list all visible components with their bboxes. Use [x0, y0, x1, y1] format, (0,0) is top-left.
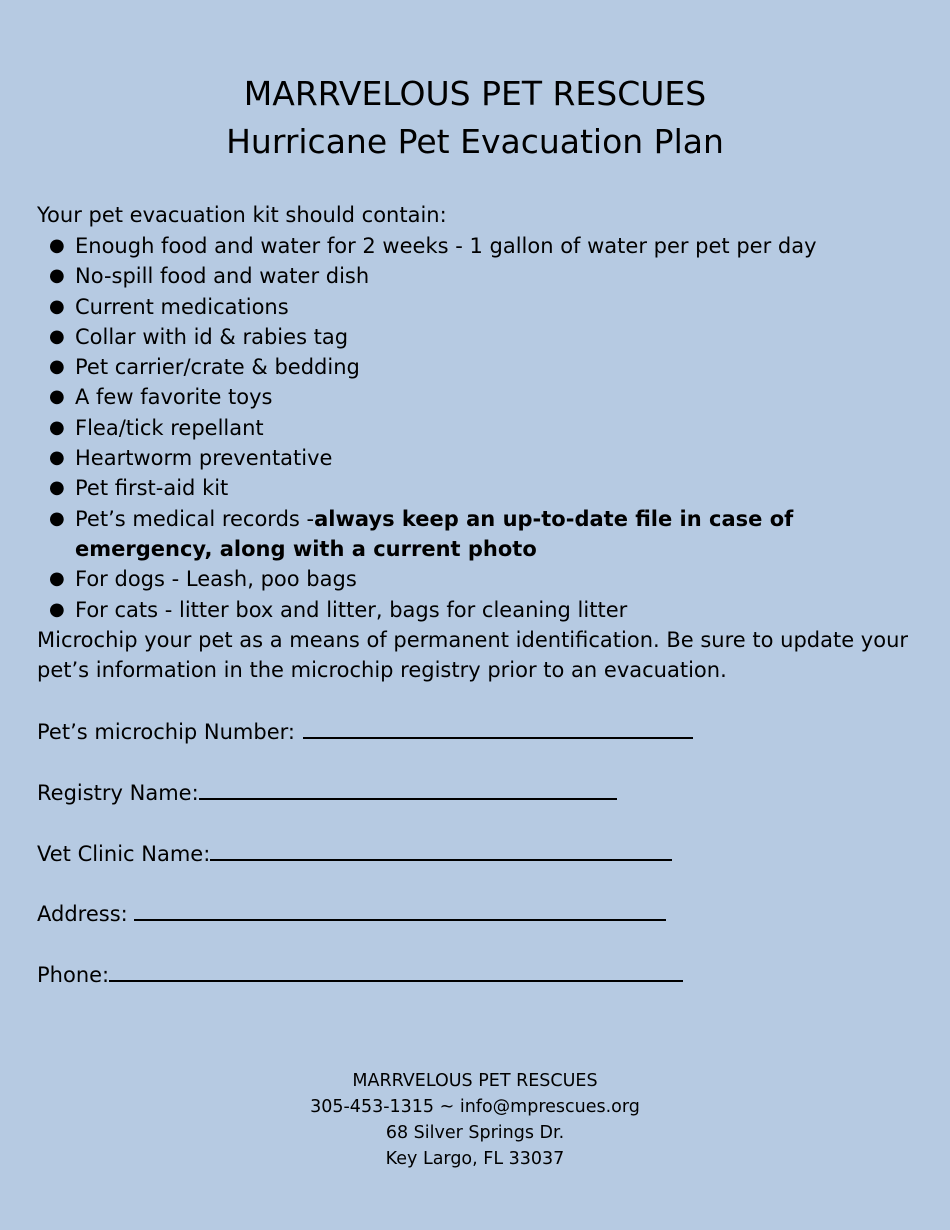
list-item-text: Current medications — [75, 294, 289, 319]
bullet-icon: ● — [49, 447, 65, 469]
list-item-text: A few favorite toys — [75, 385, 273, 410]
list-item — [37, 292, 917, 322]
bullet-icon: ● — [49, 598, 65, 620]
microchip-number-blank — [303, 717, 693, 739]
list-item-text: Enough food and water for 2 weeks - 1 gallon of water per pet per day — [75, 234, 817, 258]
microchip-number-label: Pet’s microchip Number: — [37, 720, 295, 744]
kit-list — [37, 231, 917, 625]
registry-name-label: Registry Name: — [37, 781, 199, 805]
list-item — [37, 504, 917, 565]
phone-blank — [109, 960, 683, 982]
microchip-note: Microchip your pet as a means of permanent identification. Be sure to update your pet’s information in the microchip registry prior to an evacuation. — [37, 628, 909, 682]
footer-street: 68 Silver Springs Dr. — [385, 1123, 565, 1143]
bullet-icon: ● — [49, 265, 65, 287]
microchip-number-field — [37, 717, 693, 744]
list-item — [37, 564, 917, 594]
list-item-text: No-spill food and water dish — [75, 264, 370, 289]
address-blank — [134, 899, 666, 921]
kit-intro: Your pet evacuation kit should contain: — [37, 203, 447, 227]
page-title: Hurricane Pet Evacuation Plan — [226, 122, 724, 161]
phone-field — [37, 960, 683, 987]
footer-contact: 305-453-1315 ~ info@mprescues.org — [310, 1097, 640, 1117]
list-item — [37, 473, 917, 503]
footer-city: Key Largo, FL 33037 — [385, 1149, 565, 1169]
list-item-text: Pet first-aid kit — [75, 476, 229, 501]
org-name-heading: MARRVELOUS PET RESCUES — [243, 74, 707, 113]
bullet-icon: ● — [49, 325, 65, 347]
list-item-emphasis: always keep an up-to-date file in case of emergency, along with a current photo — [75, 506, 794, 561]
footer — [0, 1068, 950, 1172]
list-item — [37, 352, 917, 382]
vet-clinic-field — [37, 839, 672, 866]
address-label: Address: — [37, 902, 128, 926]
phone-label: Phone: — [37, 963, 110, 987]
list-item-text: Pet’s medical records - — [75, 506, 315, 531]
list-item-text: Pet carrier/crate & bedding — [75, 355, 360, 380]
list-item — [37, 231, 917, 261]
bullet-icon: ● — [49, 356, 65, 378]
list-item — [37, 322, 917, 352]
vet-clinic-blank — [210, 839, 672, 861]
footer-org-name: MARRVELOUS PET RESCUES — [352, 1071, 598, 1091]
list-item — [37, 413, 917, 443]
list-item-text: Collar with id & rabies tag — [75, 324, 349, 349]
list-item — [37, 595, 917, 625]
list-item-text: Heartworm preventative — [75, 446, 333, 471]
bullet-icon: ● — [49, 507, 65, 529]
bullet-icon: ● — [49, 295, 65, 317]
bullet-icon: ● — [49, 386, 65, 408]
list-item — [37, 261, 917, 291]
bullet-icon: ● — [49, 235, 65, 256]
list-item — [37, 443, 917, 473]
address-field — [37, 899, 666, 926]
bullet-icon: ● — [49, 416, 65, 438]
list-item-text: Flea/tick repellant — [75, 415, 264, 440]
list-item-text: For dogs - Leash, poo bags — [75, 567, 357, 592]
registry-name-field — [37, 778, 617, 805]
list-item-text: For cats - litter box and litter, bags for cleaning litter — [75, 597, 628, 622]
vet-clinic-label: Vet Clinic Name: — [37, 842, 211, 866]
registry-name-blank — [199, 778, 617, 800]
bullet-icon: ● — [49, 477, 65, 499]
bullet-icon: ● — [49, 568, 65, 590]
list-item — [37, 382, 917, 412]
